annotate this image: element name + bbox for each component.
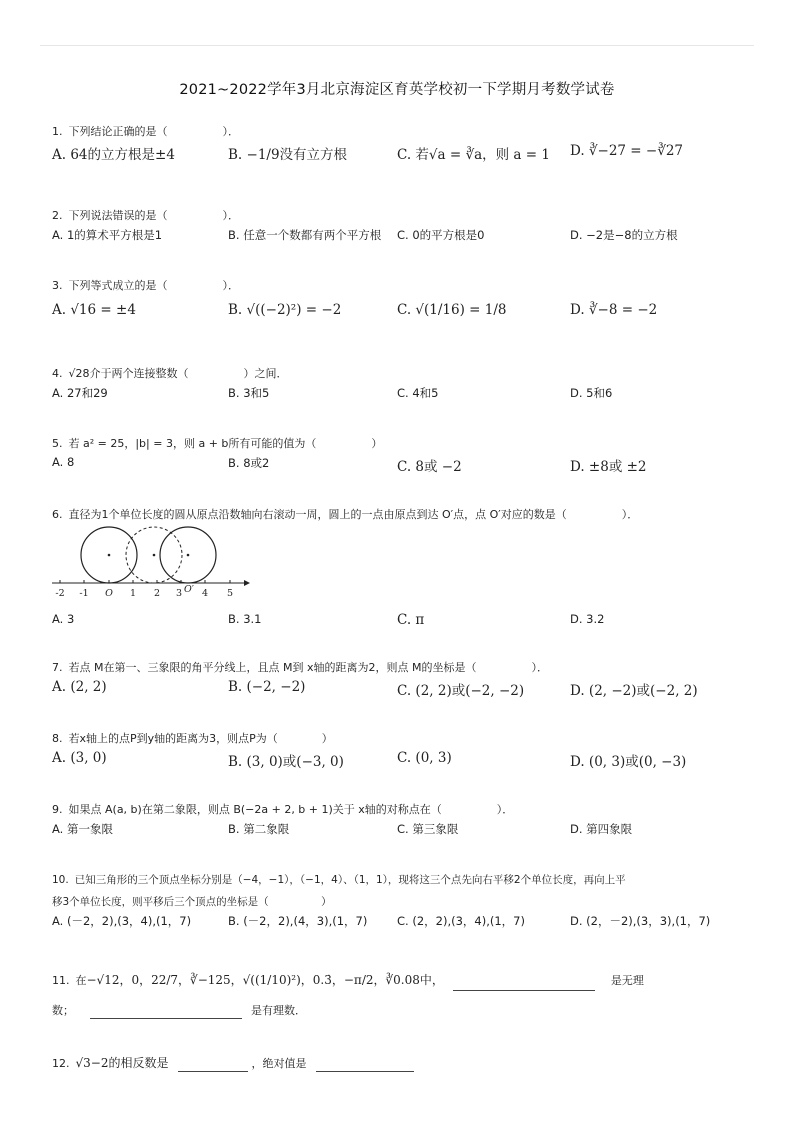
center-dot — [187, 554, 190, 557]
question-text: √3−2的相反数是 — [75, 1056, 169, 1070]
question-6-options — [52, 609, 752, 634]
question-2 — [52, 208, 752, 249]
option-c: C. 第三象限 — [397, 822, 459, 836]
option-a: A. 第一象限 — [52, 822, 113, 836]
question-3 — [52, 278, 752, 324]
question-stem: 若 a² = 25，|b| = 3，则 a + b所有可能的值为（ ） — [68, 437, 383, 450]
question-text: ，绝对值是 — [251, 1057, 307, 1070]
axis-arrow — [244, 580, 250, 586]
question-stem: 下列结论正确的是（ ）． — [68, 125, 239, 138]
option-a: A. (2, 2) — [52, 679, 107, 695]
question-number: 3. — [52, 279, 63, 292]
option-b: B. 3.1 — [228, 612, 262, 626]
question-stem: √28介于两个连接整数（ ）之间． — [68, 367, 288, 380]
option-d: D. 5和6 — [570, 386, 613, 400]
option-b: B. (－2，2),(4，3),(1，7) — [228, 914, 368, 928]
option-c: C. 4和5 — [397, 386, 439, 400]
question-number: 6. — [52, 508, 63, 521]
option-d: D. −2是−8的立方根 — [570, 228, 678, 242]
option-b: B. (3, 0)或(−3, 0) — [228, 754, 344, 770]
answer-blank-absolute[interactable] — [316, 1071, 414, 1072]
option-a: A. 3 — [52, 612, 75, 626]
question-4 — [52, 366, 752, 407]
question-stem: 若x轴上的点P到y轴的距离为3，则点P为（ ） — [68, 732, 333, 745]
option-c: C. √(1/16) = 1/8 — [397, 302, 507, 318]
option-b: B. √((−2)²) = −2 — [228, 302, 342, 318]
option-d: D. 第四象限 — [570, 822, 633, 836]
question-number: 11. — [52, 974, 70, 987]
question-10 — [52, 872, 752, 935]
question-stem-line2: 移3个单位长度，则平移后三个顶点的坐标是（ ） — [52, 896, 332, 908]
question-stem: 下列等式成立的是（ ）． — [68, 279, 239, 292]
option-a: A. √16 = ±4 — [52, 302, 136, 318]
rolling-circle-figure — [48, 526, 258, 602]
question-number: 4. — [52, 367, 63, 380]
question-number: 10. — [52, 874, 69, 886]
option-a: A. 27和29 — [52, 386, 108, 400]
question-number: 12. — [52, 1057, 70, 1070]
question-stem: 若点 M在第一、三象限的角平分线上，且点 M到 x轴的距离为2，则点 M的坐标是（ ）． — [68, 661, 548, 674]
option-d: D. 3.2 — [570, 612, 605, 626]
question-5 — [52, 436, 752, 477]
question-number: 8. — [52, 732, 63, 745]
option-c: C. (2，2),(3，4),(1，7) — [397, 914, 525, 928]
question-12 — [52, 1055, 752, 1072]
answer-blank-opposite[interactable] — [178, 1071, 248, 1072]
option-d: D. (2，－2),(3，3),(1，7) — [570, 914, 711, 928]
option-b: B. 第二象限 — [228, 822, 290, 836]
tick-label: O — [105, 588, 113, 599]
center-dot — [153, 554, 156, 557]
option-c: C. (0, 3) — [397, 750, 452, 766]
question-11 — [52, 970, 752, 1019]
question-text: 是无理 — [610, 974, 644, 987]
question-6 — [52, 507, 752, 523]
option-a: A. (－2，2),(3，4),(1，7) — [52, 914, 192, 928]
option-a: A. (3, 0) — [52, 750, 107, 766]
question-stem: 直径为1个单位长度的圆从原点沿数轴向右滚动一周，圆上的一点由原点到达 O′点，点 O′对应的数是（ ）． — [68, 508, 639, 521]
option-c: C. 若√a = ∛a，则 a = 1 — [397, 147, 550, 163]
answer-blank-rational[interactable] — [90, 1018, 242, 1019]
tick-label: 1 — [129, 588, 137, 599]
question-number: 2. — [52, 209, 63, 222]
question-number: 5. — [52, 437, 63, 450]
option-b: B. 任意一个数都有两个平方根 — [228, 228, 382, 242]
option-b: B. (−2, −2) — [228, 679, 306, 695]
question-number: 1. — [52, 125, 63, 138]
option-d: D. ±8或 ±2 — [570, 459, 647, 475]
option-c: C. π — [397, 612, 425, 628]
answer-blank-irrational[interactable] — [453, 990, 595, 991]
tick-label: 5 — [226, 588, 234, 599]
question-7 — [52, 660, 752, 701]
number-list: −√12，0，22/7，∛−125，√((1/10)²)，0.3̇，−π/2，∛0.08中， — [86, 973, 444, 987]
option-c: C. (2, 2)或(−2, −2) — [397, 683, 525, 699]
question-text: 是有理数． — [251, 1004, 306, 1017]
page-title: 2021~2022学年3月北京海淀区育英学校初一下学期月考数学试卷 — [179, 82, 615, 98]
option-a: A. 8 — [52, 455, 75, 469]
question-number: 7. — [52, 661, 63, 674]
question-text: 数； — [52, 1004, 74, 1017]
tick-label: -2 — [55, 588, 65, 599]
option-a: A. 64的立方根是±4 — [52, 147, 175, 163]
tick-label: 3 — [175, 588, 183, 599]
option-a: A. 1的算术平方根是1 — [52, 228, 163, 242]
tick-label: O′ — [184, 584, 194, 595]
center-dot — [108, 554, 111, 557]
question-lead: 在 — [75, 974, 87, 987]
option-d: D. (2, −2)或(−2, 2) — [570, 683, 698, 699]
tick-label: 4 — [201, 588, 209, 599]
option-d: D. ∛−8 = −2 — [570, 302, 658, 318]
option-b: B. 8或2 — [228, 456, 270, 470]
question-stem: 已知三角形的三个顶点坐标分别是（−4，−1），（−1，4）、（1，1），现将这三个点先向右平移2个单位长度，再向上平 — [74, 874, 626, 886]
question-stem: 下列说法错误的是（ ）． — [68, 209, 239, 222]
option-b: B. −1/9没有立方根 — [228, 147, 348, 163]
option-d: D. ∛−27 = −∛27 — [570, 143, 684, 159]
question-1 — [52, 124, 752, 165]
question-8 — [52, 731, 752, 772]
option-b: B. 3和5 — [228, 386, 270, 400]
question-9 — [52, 802, 752, 843]
tick-label: 2 — [153, 588, 161, 599]
question-stem: 如果点 A(a, b)在第二象限，则点 B(−2a + 2, b + 1)关于 x轴的对称点在（ ）． — [68, 803, 514, 816]
option-c: C. 8或 −2 — [397, 459, 462, 475]
option-d: D. (0, 3)或(0, −3) — [570, 754, 687, 770]
header-rule — [40, 45, 754, 46]
tick-label: -1 — [79, 588, 89, 599]
question-number: 9. — [52, 803, 63, 816]
option-c: C. 0的平方根是0 — [397, 228, 485, 242]
